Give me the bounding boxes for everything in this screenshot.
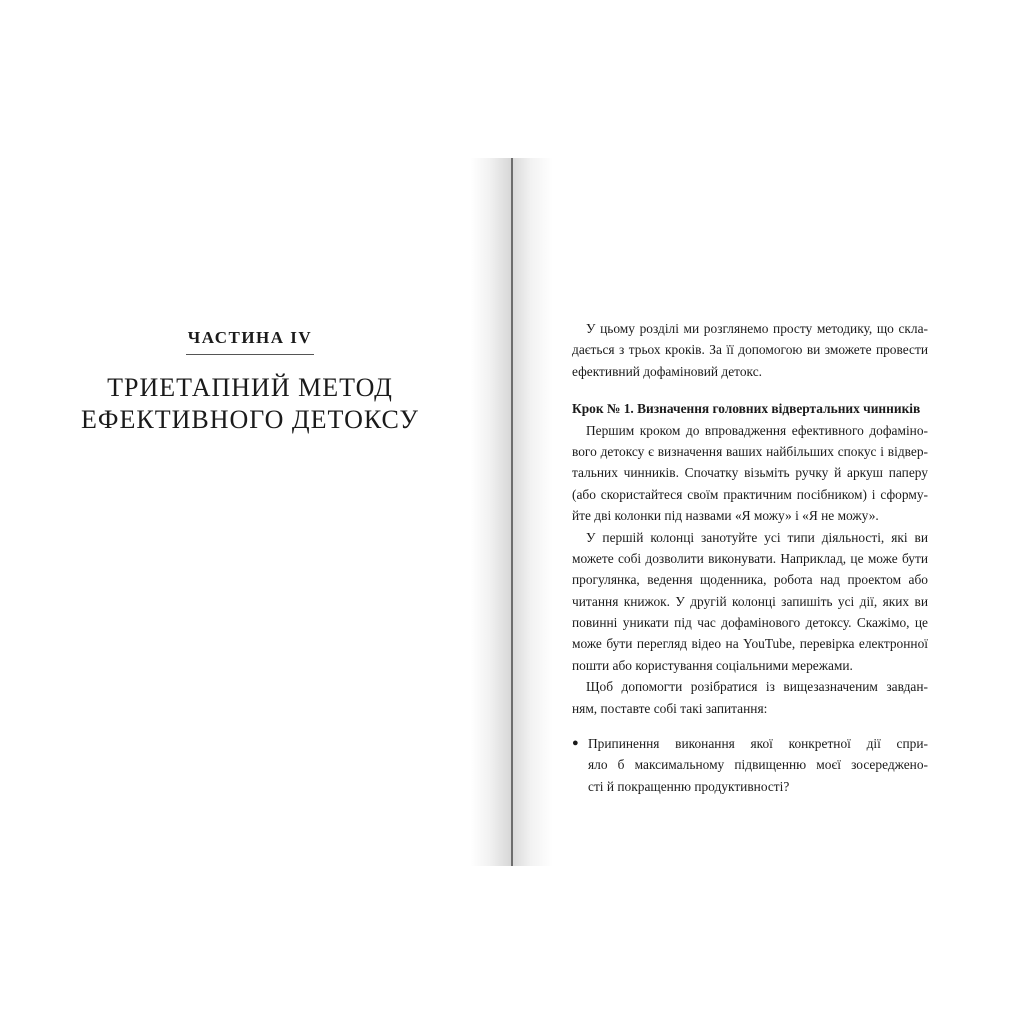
- spacer: [572, 382, 928, 398]
- paragraph-3: [572, 676, 928, 719]
- paragraph-1: [572, 420, 928, 527]
- text-line: яло б максимальному підвищенню моєї зосереджено-: [588, 757, 928, 773]
- text-line: У цьому розділі ми розглянемо просту методику, що скла-: [586, 321, 928, 336]
- text-line: читання книжок. У другій колонці запишіть усі дії, яких ви: [572, 593, 928, 609]
- part-divider: [186, 354, 314, 355]
- spacer: [572, 719, 928, 733]
- part-title: [80, 372, 420, 436]
- text-line: йте дві колонки під назвами «Я можу» і «Я не можу».: [572, 508, 879, 524]
- text-line: (або скористайтеся своїм практичним посібником) і сформу-: [572, 486, 928, 502]
- text-line: сті й покращенню продуктивності?: [588, 778, 790, 794]
- text-line: може бути перегляд відео на YouTube, перевірка електронної: [572, 636, 928, 652]
- text-line: Першим кроком до впровадження ефективного дофаміно-: [586, 422, 928, 438]
- text-line: повинні уникати під час дофамінового детоксу. Скажімо, це: [572, 615, 928, 631]
- text-line: ням, поставте собі такі запитання:: [572, 700, 768, 716]
- part-label: ЧАСТИНА IV: [187, 328, 313, 347]
- right-page-text: [572, 318, 928, 797]
- text-line: прогулянка, ведення щоденника, робота над проектом або: [572, 572, 928, 588]
- book-spine: [511, 158, 513, 866]
- text-line: ефективний дофаміновий детокс.: [572, 363, 763, 379]
- text-line: пошти або користування соціальними мережами.: [572, 657, 853, 673]
- gutter-shadow-right: [513, 158, 553, 866]
- text-line: Припинення виконання якої конкретної дії спри-: [588, 736, 928, 752]
- text-line: У першій колонці занотуйте усі типи діяльності, які ви: [586, 529, 928, 545]
- gutter-shadow-left: [470, 158, 512, 866]
- bullet-list-item: [572, 733, 928, 797]
- part-title-line: ТРИЕТАПНИЙ МЕТОД: [107, 373, 393, 402]
- part-title-line: ЕФЕКТИВНОГО ДЕТОКСУ: [81, 405, 419, 434]
- text-line: тальних чинників. Спочатку візьміть ручку й аркуш паперу: [572, 465, 928, 481]
- text-line: можете собі дозволити виконувати. Наприклад, це може бути: [572, 550, 928, 566]
- text-line: вого детоксу є визначення ваших найбільших спокус і відвер-: [572, 443, 928, 459]
- bullet-icon: ●: [572, 737, 579, 750]
- intro-paragraph: [572, 318, 928, 382]
- paragraph-2: [572, 527, 928, 677]
- text-line: дається з трьох кроків. За її допомогою ви зможете провести: [572, 342, 928, 358]
- text-line: Щоб допомогти розібратися із вищезазначеним завдан-: [586, 679, 928, 695]
- step-heading: Крок № 1. Визначення головних відвертальних чинників: [572, 401, 921, 417]
